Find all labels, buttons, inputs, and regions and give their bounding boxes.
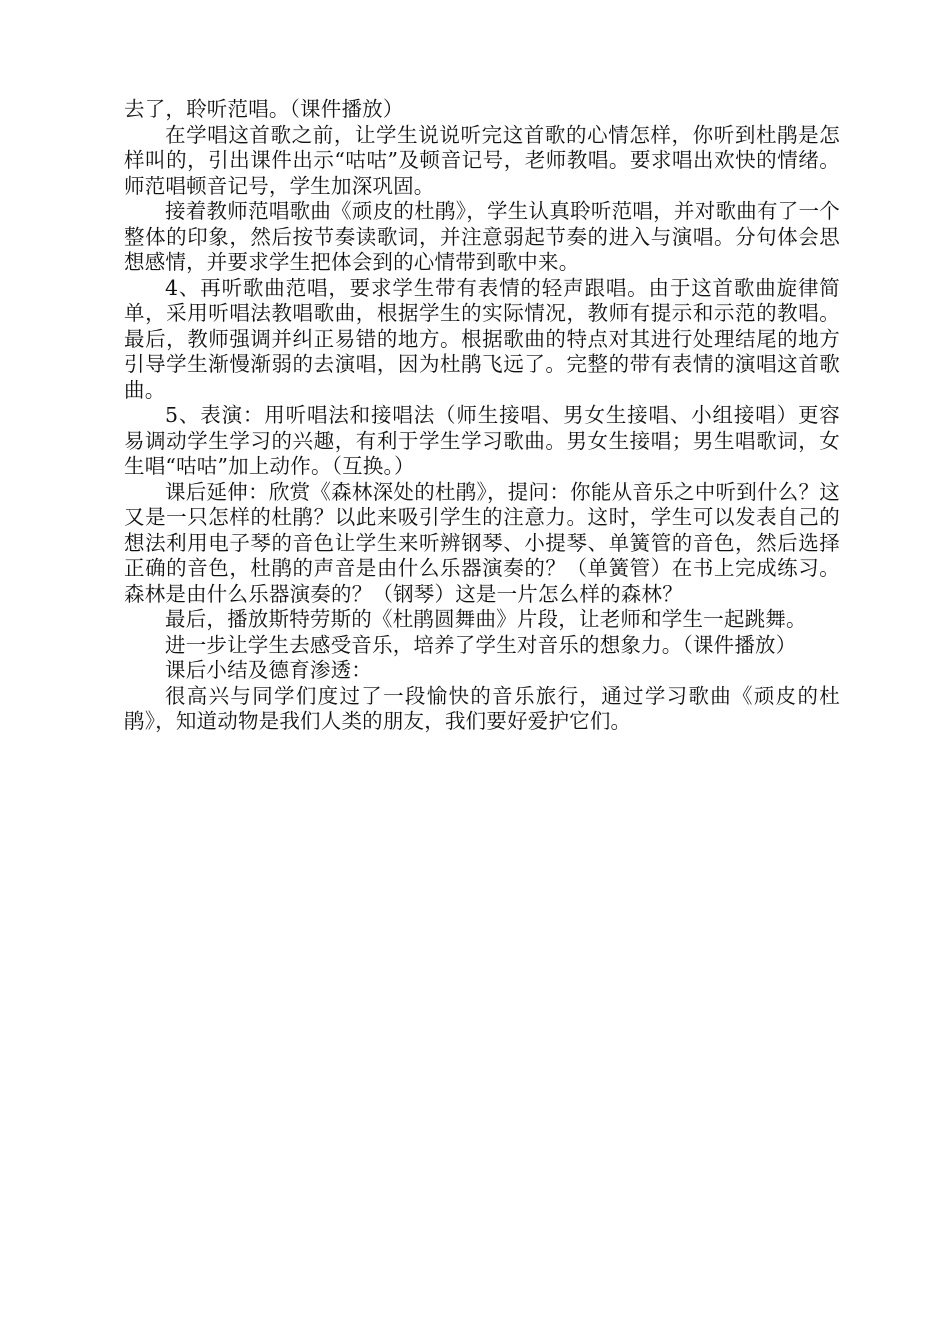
paragraph-teacher-demo: 接着教师范唱歌曲《顽皮的杜鹃》，学生认真聆听范唱，并对歌曲有了一个整体的印象，然后按节奏读歌词，并注意弱起节奏的进入与演唱。分句体会思想感情，并要求学生把体会到的心情带到歌中来。 xyxy=(124,199,840,274)
paragraph-finally: 最后，播放斯特劳斯的《杜鹃圆舞曲》片段，让老师和学生一起跳舞。 xyxy=(165,607,807,631)
paragraph-before-learning: 在学唱这首歌之前，让学生说说听完这首歌的心情怎样，你听到杜鹃是怎样叫的，引出课件出示“咕咕”及顿音记号，老师教唱。要求唱出欢快的情绪。师范唱顿音记号，学生加深巩固。 xyxy=(124,122,840,198)
paragraph-further: 进一步让学生去感受音乐，培养了学生对音乐的想象力。（课件播放） xyxy=(165,632,797,657)
paragraph-listen-demo: 去了，聆听范唱。（课件播放） xyxy=(124,97,404,121)
paragraph-summary-heading: 课后小结及德育渗透： xyxy=(165,658,372,682)
paragraph-extension: 课后延伸：欣赏《森林深处的杜鹃》，提问：你能从音乐之中听到什么？这又是一只怎样的杜鹃？以此来吸引学生的注意力。这时，学生可以发表自己的想法利用电子琴的音色让学生来听辨钢琴、小提琴、单簧管的音色，然后选择正确的音色，杜鹃的声音是由什么乐器演奏的？（单簧管）在书上完成练习。森林是由什么乐器演奏的？（钢琴）这是一片怎么样的森林？ xyxy=(124,479,840,606)
paragraph-step-4: 4、再听歌曲范唱，要求学生带有表情的轻声跟唱。由于这首歌曲旋律简单，采用听唱法教唱歌曲，根据学生的实际情况，教师有提示和示范的教唱。最后，教师强调并纠正易错的地方。根据歌曲的特点对其进行处理结尾的地方引导学生渐慢渐弱的去演唱，因为杜鹃飞远了。完整的带有表情的演唱这首歌曲。 xyxy=(124,275,840,402)
paragraph-summary: 很高兴与同学们度过了一段愉快的音乐旅行，通过学习歌曲《顽皮的杜鹃》，知道动物是我们人类的朋友，我们要好爱护它们。 xyxy=(124,683,840,733)
document-body xyxy=(124,97,840,735)
paragraph-step-5: 5、表演：用听唱法和接唱法（师生接唱、男女生接唱、小组接唱）更容易调动学生学习的兴趣，有利于学生学习歌曲。男女生接唱；男生唱歌词，女生唱“咕咕”加上动作。（互换。） xyxy=(124,403,840,478)
